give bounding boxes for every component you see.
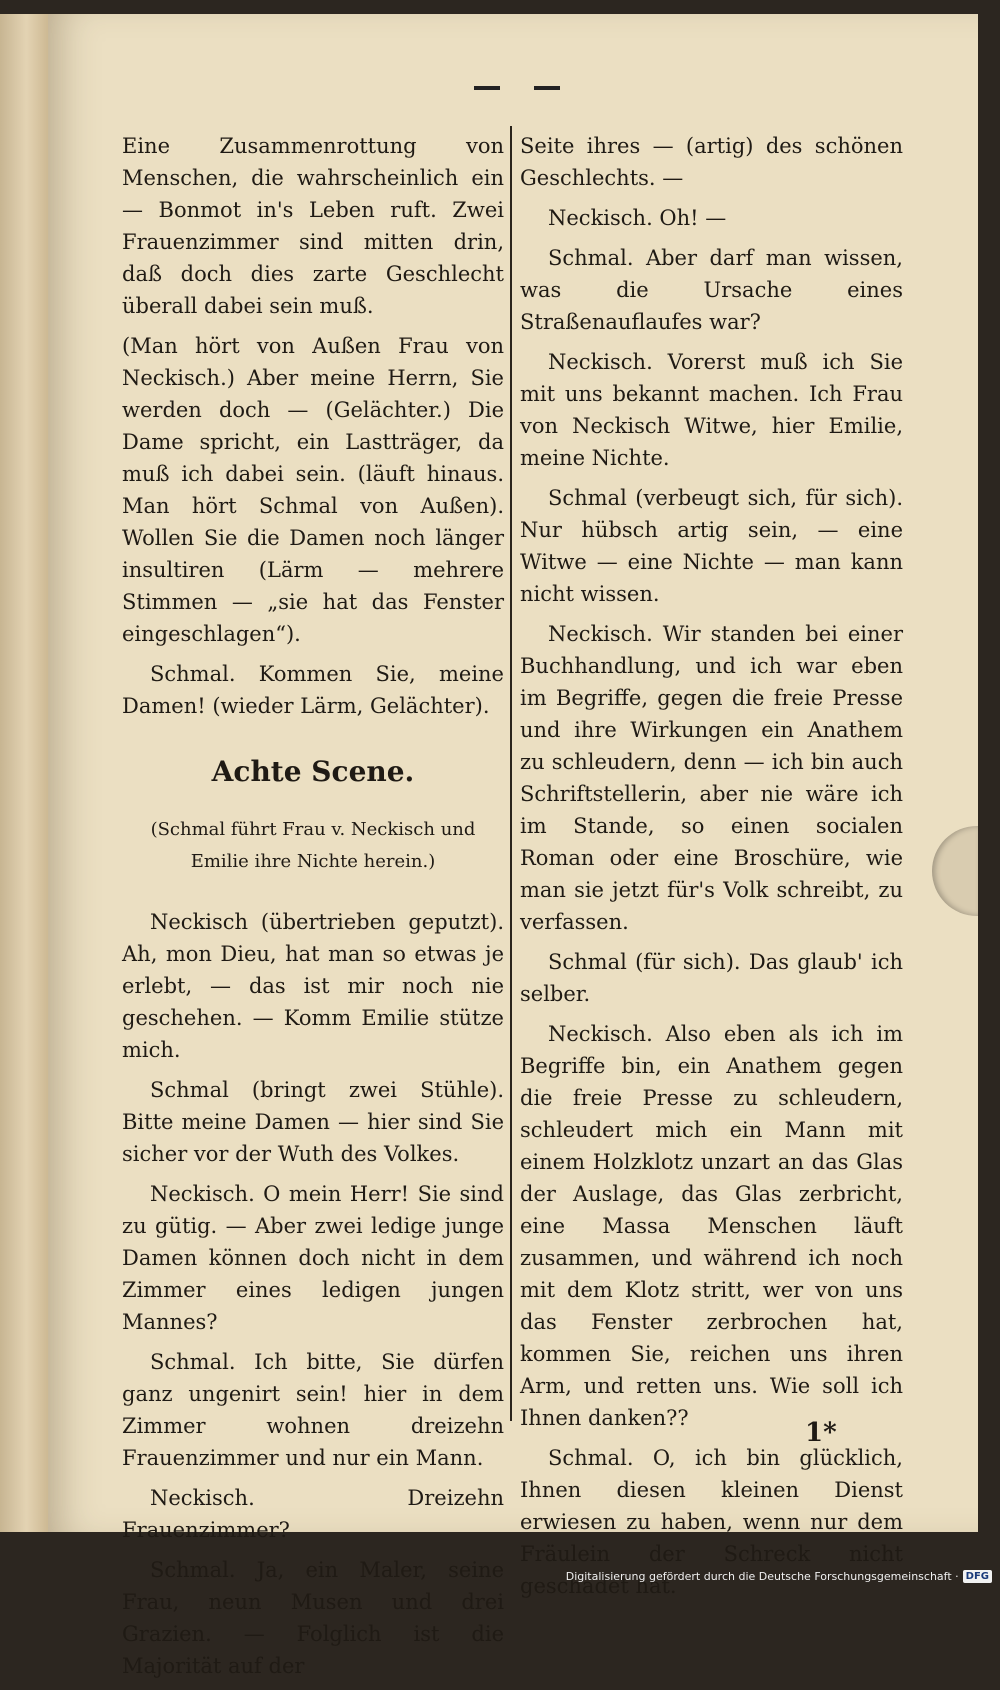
paragraph: Schmal (verbeugt sich, für sich). Nur hübsch artig sein, — eine Witwe — eine Nichte — man kann nicht wissen.: [520, 486, 903, 606]
paragraph: Neckisch (übertrieben geputzt). Ah, mon Dieu, hat man so etwas je erlebt, — das ist mir noch nie geschehen. — Komm Emilie stütze mich.: [122, 910, 504, 1062]
paragraph: Neckisch. Wir standen bei einer Buchhandlung, und ich war eben im Begriffe, gegen die freie Presse und ihre Wirkungen ein Anathem zu schleudern, denn — ich bin auch Schriftstellerin, aber nie wäre ich im Stande, so einen socialen Roman oder eine Broschüre, wie man sie jetzt für's Volk schreibt, zu verfassen.: [520, 622, 903, 934]
paragraph: Seite ihres — (artig) des schönen Geschlechts. —: [520, 134, 903, 190]
paragraph: Eine Zusammenrottung von Menschen, die wahrscheinlich ein — Bonmot in's Leben ruft. Zwei Frauenzimmer sind mitten drin, daß doch dies zarte Geschlecht überall dabei sein muß.: [122, 134, 504, 318]
page-tab-marker: [932, 826, 978, 916]
paragraph: Neckisch. Also eben als ich im Begriffe bin, ein Anathem gegen die freie Presse zu schleudern, schleudert mich ein Mann mit einem Holzklotz unzart an das Glas der Auslage, das Glas zerbricht, eine Massa Menschen läuft zusammen, und während ich noch mit dem Klotz stritt, wer von uns das Fenster zerbrochen hat, kommen Sie, reichen uns ihren Arm, und retten uns. Wie soll ich Ihnen danken??: [520, 1022, 903, 1430]
right-text-column: [520, 130, 903, 1610]
header-dash-left: [474, 86, 500, 90]
footer-credit: [566, 1570, 992, 1583]
header-dash-right: [534, 86, 560, 90]
paragraph: Schmal (für sich). Das glaub' ich selber.: [520, 950, 903, 1006]
stage-direction: (Schmal führt Frau v. Neckisch und Emilie ihre Nichte herein.): [150, 819, 476, 872]
paragraph: Schmal (bringt zwei Stühle). Bitte meine Damen — hier sind Sie sicher vor der Wuth des Volkes.: [122, 1078, 504, 1166]
paragraph: Schmal. Ja, ein Maler, seine Frau, neun Musen und drei Grazien. — Folglich ist die Majorität auf der: [122, 1558, 504, 1678]
paragraph: Schmal. Kommen Sie, meine Damen! (wieder Lärm, Gelächter).: [122, 662, 504, 718]
paragraph: Neckisch. O mein Herr! Sie sind zu gütig. — Aber zwei ledige junge Damen können doch nicht in dem Zimmer eines ledigen jungen Mannes?: [122, 1182, 504, 1334]
paragraph: (Man hört von Außen Frau von Neckisch.) Aber meine Herrn, Sie werden doch — (Gelächter.) Die Dame spricht, ein Lastträger, da muß ich dabei sein. (läuft hinaus. Man hört Schmal von Außen). Wollen Sie die Damen noch länger insultiren (Lärm — mehrere Stimmen — „sie hat das Fenster eingeschlagen“).: [122, 334, 504, 646]
paragraph: Schmal. O, ich bin glücklich, Ihnen diesen kleinen Dienst erwiesen zu haben, wenn nur dem Fräulein der Schreck nicht geschadet hat.: [520, 1446, 903, 1598]
signature-mark: 1*: [805, 1418, 837, 1448]
scene-heading: Achte Scene.: [211, 755, 415, 788]
column-divider: [510, 126, 512, 1421]
paragraph: Schmal. Aber darf man wissen, was die Ursache eines Straßenauflaufes war?: [520, 246, 903, 334]
left-text-column: [122, 130, 504, 1690]
paragraph: Neckisch. Vorerst muß ich Sie mit uns bekannt machen. Ich Frau von Neckisch Witwe, hier Emilie, meine Nichte.: [520, 350, 903, 470]
adjacent-page-edge: [0, 14, 48, 1532]
paragraph: Neckisch. Dreizehn Frauenzimmer?: [122, 1486, 504, 1542]
paragraph: Neckisch. Oh! —: [548, 206, 727, 230]
dfg-logo: DFG: [963, 1570, 992, 1583]
footer-text: Digitalisierung gefördert durch die Deutsche Forschungsgemeinschaft ·: [565, 1570, 959, 1583]
paragraph: Schmal. Ich bitte, Sie dürfen ganz ungenirt sein! hier in dem Zimmer wohnen dreizehn Frauenzimmer und nur ein Mann.: [122, 1350, 504, 1470]
